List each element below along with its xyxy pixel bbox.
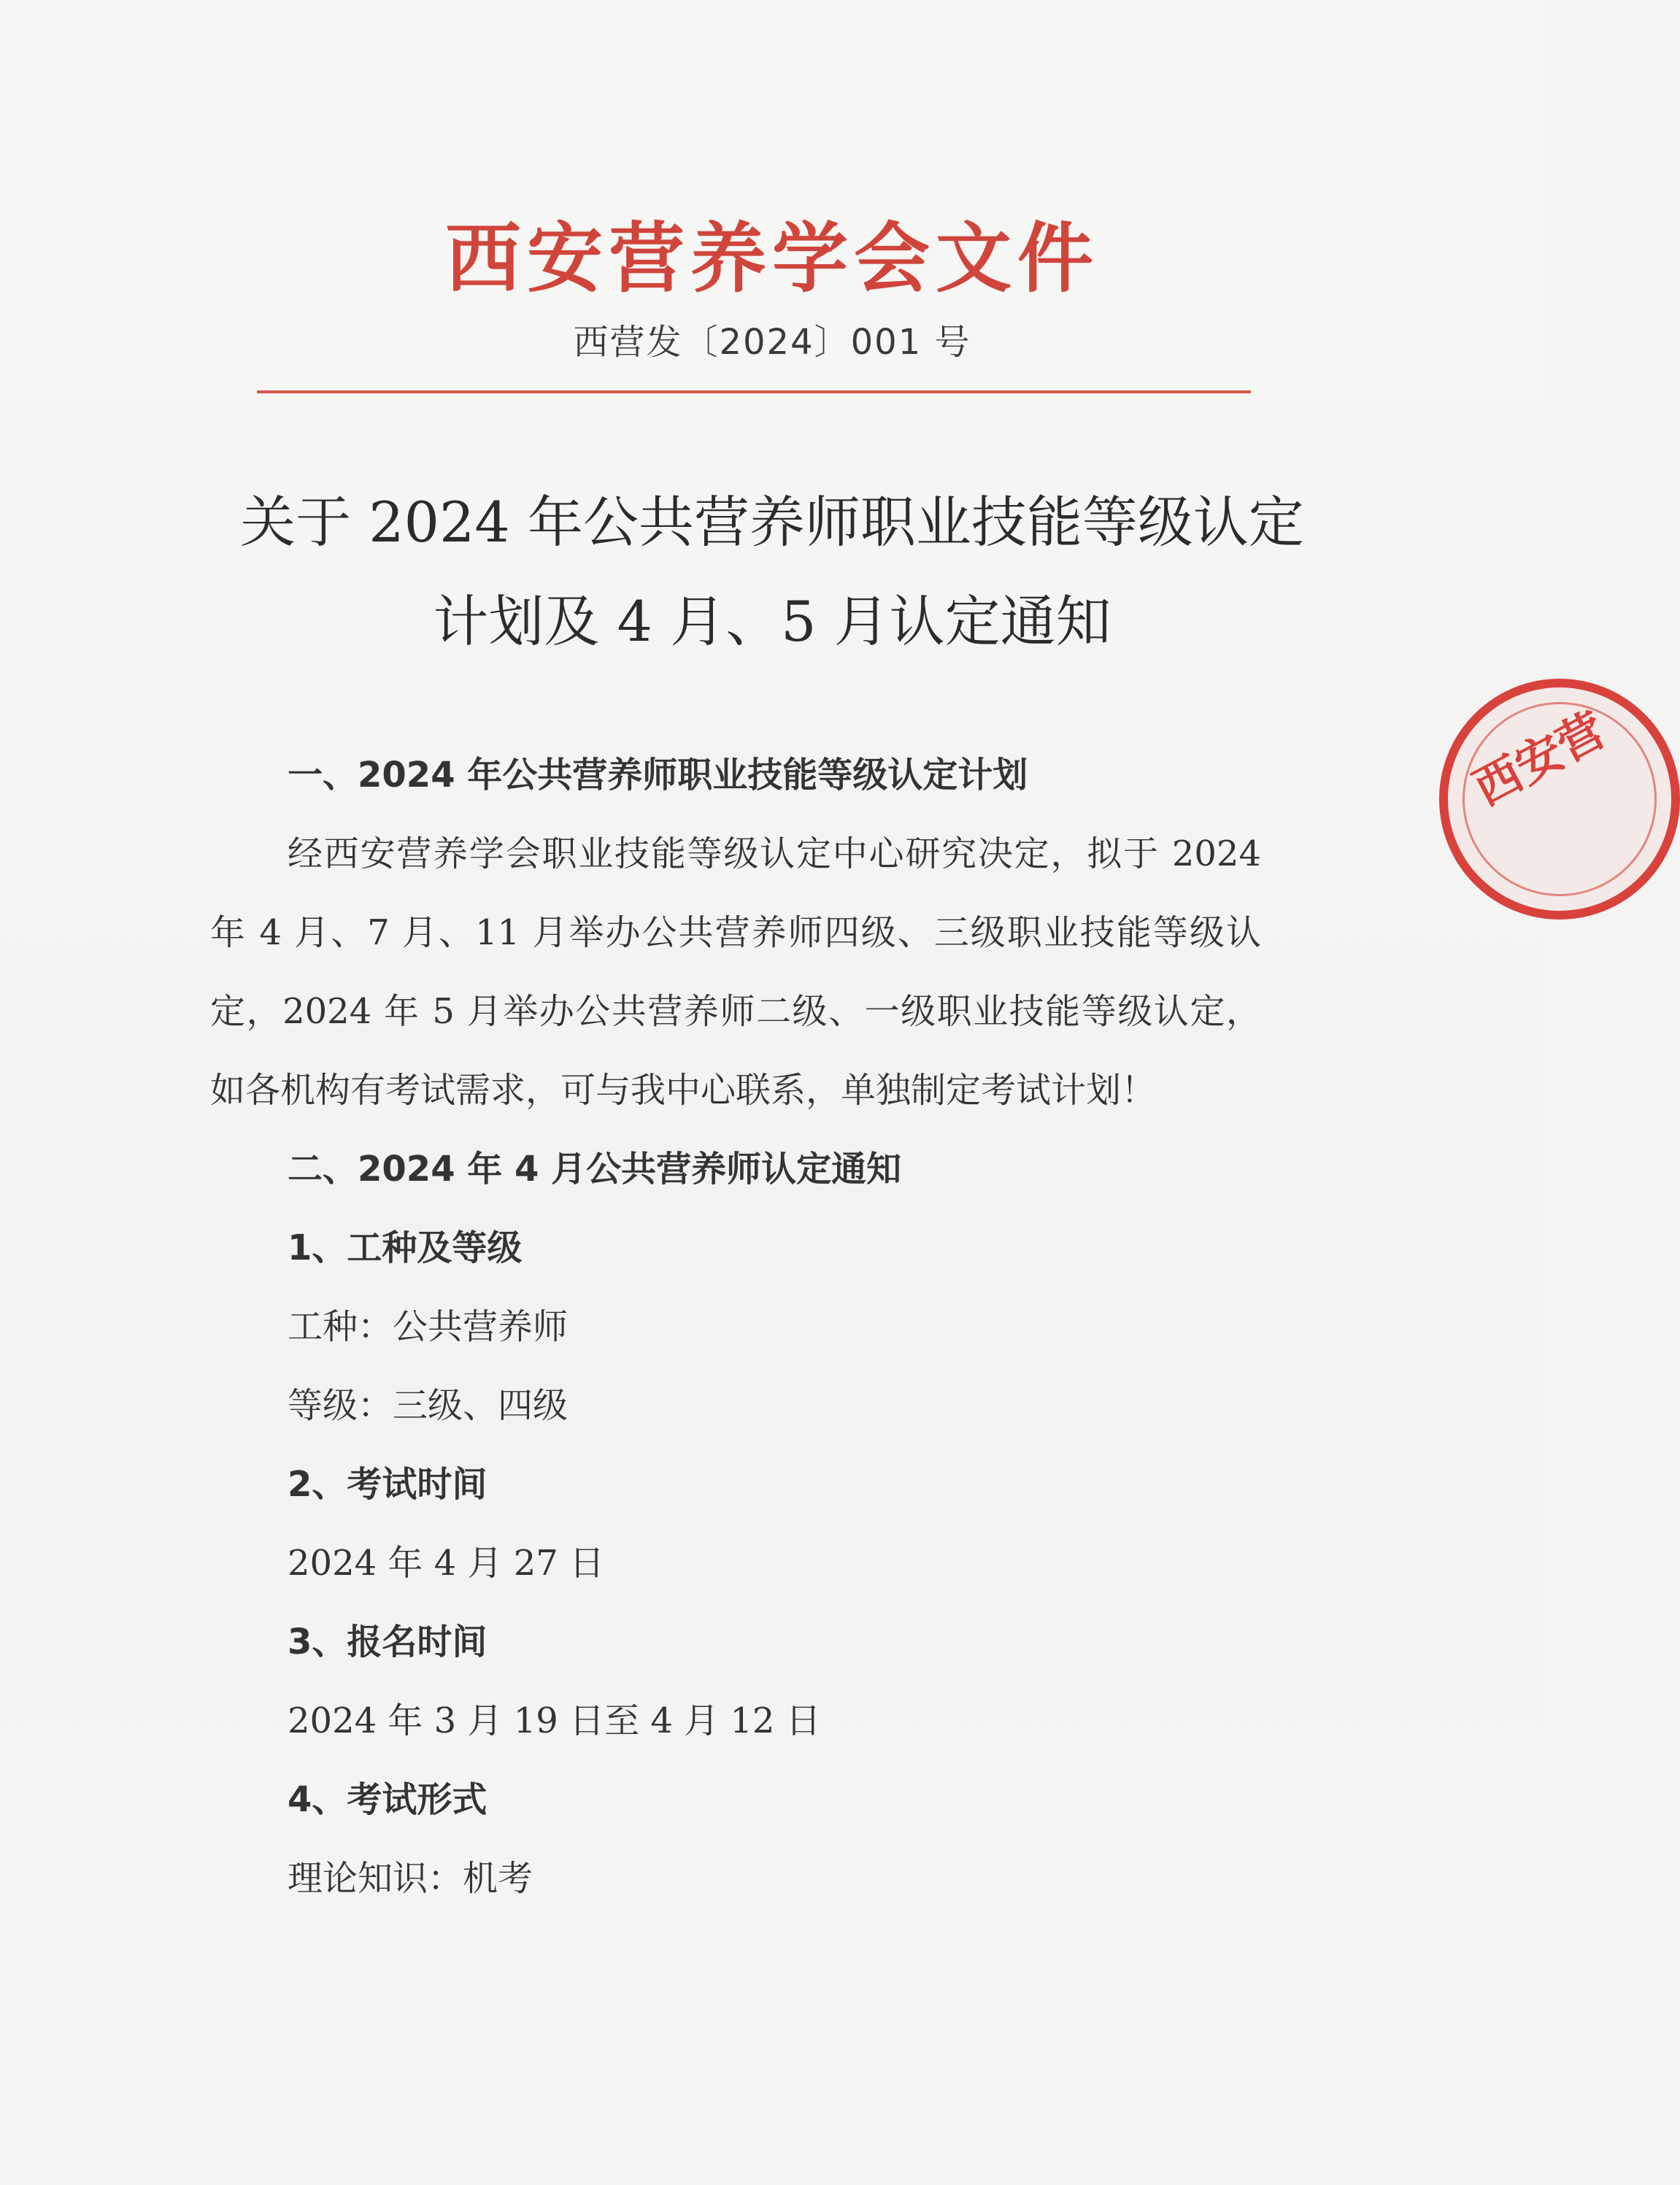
section1-paragraph-line: 定，2024 年 5 月举办公共营养师二级、一级职业技能等级认定，: [210, 991, 1261, 1032]
section1-paragraph-line: 年 4 月、7 月、11 月举办公共营养师四级、三级职业技能等级认: [210, 912, 1261, 953]
section1-paragraph-line: 经西安营养学会职业技能等级认定中心研究决定，拟于 2024: [288, 833, 1261, 874]
item-heading-job-level: 1、工种及等级: [288, 1228, 523, 1268]
section1-heading: 一、2024 年公共营养师职业技能等级认定计划: [288, 755, 1028, 795]
official-seal-stamp: [1439, 679, 1680, 920]
doc-number: 西营发〔2024〕001 号: [573, 322, 971, 363]
seal-text: 西安营: [1465, 703, 1615, 817]
org-title: 西安营养学会文件: [444, 214, 1099, 303]
notice-title: [0, 473, 1544, 671]
item-heading-exam-format: 4、考试形式: [288, 1779, 488, 1820]
document-body: [210, 736, 1261, 1918]
item-heading-registration-time: 3、报名时间: [288, 1622, 488, 1662]
item-heading-exam-time: 2、考试时间: [288, 1464, 488, 1505]
item-text-registration-dates: 2024 年 3 月 19 日至 4 月 12 日: [288, 1700, 821, 1741]
section2-heading: 二、2024 年 4 月公共营养师认定通知: [288, 1149, 902, 1190]
item-text-exam-format: 理论知识：机考: [288, 1858, 533, 1899]
notice-title-line-1: 关于 2024 年公共营养师职业技能等级认定: [240, 490, 1304, 555]
red-divider-line: [257, 390, 1251, 393]
section1-paragraph-line: 如各机构有考试需求，可与我中心联系，单独制定考试计划！: [210, 1070, 1157, 1111]
item-text-exam-date: 2024 年 4 月 27 日: [288, 1543, 605, 1584]
item-text-level: 等级：三级、四级: [288, 1385, 569, 1426]
notice-title-line-2: 计划及 4 月、5 月认定通知: [433, 589, 1111, 654]
item-text-job: 工种：公共营养师: [288, 1306, 569, 1347]
